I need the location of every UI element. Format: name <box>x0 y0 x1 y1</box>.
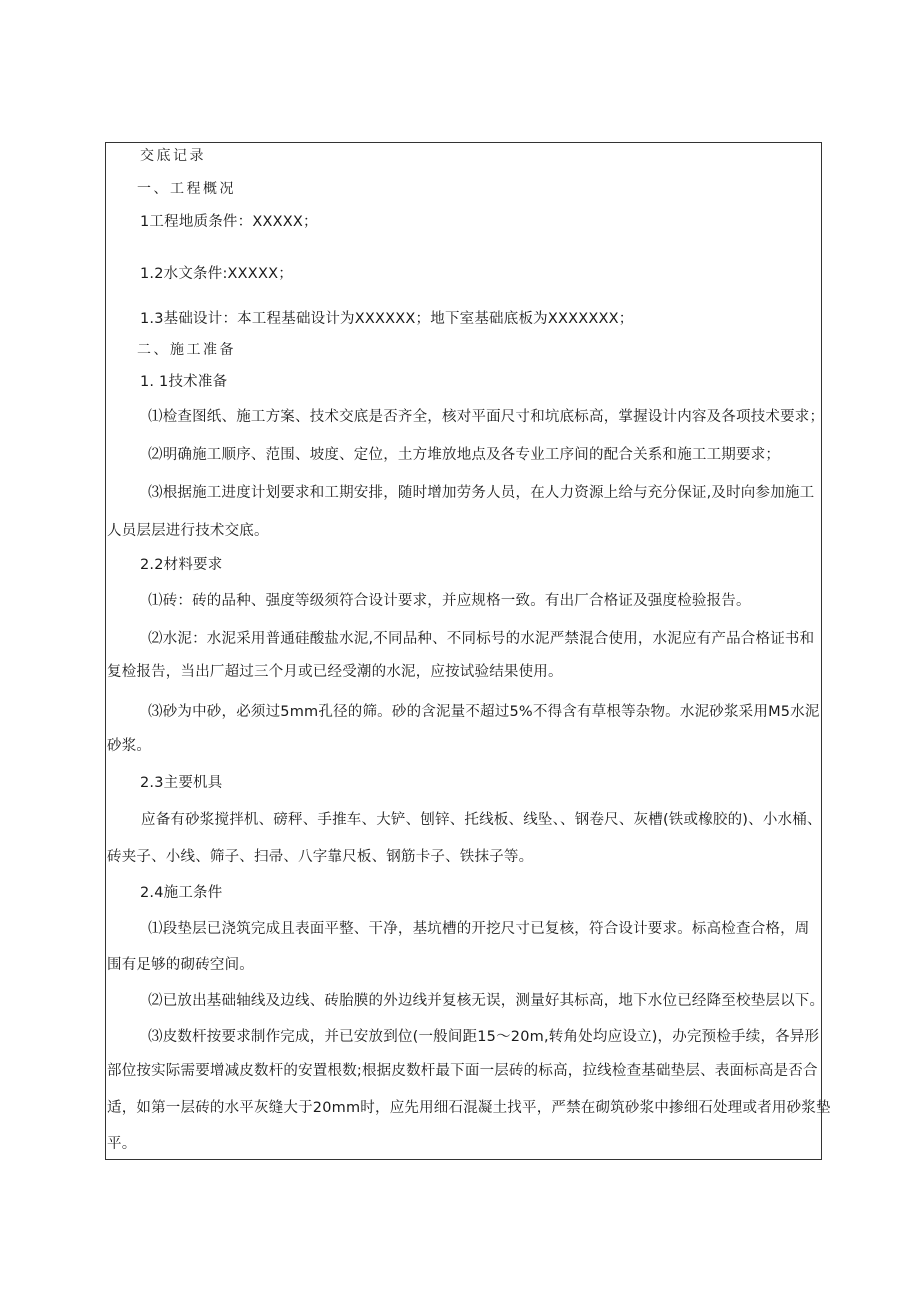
paragraph-line: ⑴段垫层已浇筑完成且表面平整、干净，基坑槽的开挖尺寸已复核，符合设计要求。标高检查合格，周 <box>148 921 810 937</box>
overview-item-geology: 1工程地质条件：XXXXX； <box>140 214 318 230</box>
paragraph-line: ⑵已放出基础轴线及边线、砖胎膜的外边线并复核无误，测量好其标高，地下水位已经降至校垫层以下。 <box>148 993 825 1009</box>
section-heading-overview: 一、工程概况 <box>137 181 236 197</box>
paragraph-line: ⑴砖：砖的品种、强度等级须符合设计要求，并应规格一致。有出厂合格证及强度检验报告。 <box>148 593 751 609</box>
overview-item-foundation: 1.3基础设计：本工程基础设计为XXXXXX；地下室基础底板为XXXXXXX； <box>140 311 634 327</box>
paragraph-line: 复检报告，当出厂超过三个月或已经受潮的水泥，应按试验结果使用。 <box>107 664 563 680</box>
paragraph-line: ⑴检查图纸、施工方案、技术交底是否齐全，核对平面尺寸和坑底标高，掌握设计内容及各项技术要求； <box>148 409 825 425</box>
overview-item-hydrology: 1.2水文条件:XXXXX； <box>140 266 293 282</box>
paragraph-line: 人员层层进行技术交底。 <box>107 523 269 539</box>
paragraph-line: 平。 <box>107 1136 137 1152</box>
paragraph-line: 应备有砂浆搅拌机、磅秤、手推车、大铲、刨锌、托线板、线坠、、钢卷尺、灰槽(铁或橡胶的)、小水桶、 <box>141 812 822 828</box>
paragraph-line: 砖夹子、小线、筛子、扫帚、八字靠尺板、钢筋卡子、铁抹子等。 <box>107 849 534 865</box>
subheading-tools: 2.3主要机具 <box>140 775 223 791</box>
paragraph-line: 砂浆。 <box>107 738 152 754</box>
paragraph-line: 部位按实际需要增减皮数杆的安置根数;根据皮数杆最下面一层砖的标高，拉线检查基础垫层、表面标高是否合 <box>107 1063 818 1079</box>
subheading-materials: 2.2材料要求 <box>140 557 223 573</box>
section-heading-preparation: 二、施工准备 <box>137 342 236 358</box>
paragraph-line: ⑵明确施工顺序、范围、坡度、定位，土方堆放地点及各专业工序间的配合关系和施工工期要求； <box>148 447 781 463</box>
paragraph-line: ⑶皮数杆按要求制作完成，并已安放到位(一般间距15〜20m,转角处均应设立)，办完预检手续，各异形 <box>148 1029 820 1045</box>
paragraph-line: 适，如第一层砖的水平灰缝大于20mm时，应先用细石混凝土找平，严禁在砌筑砂浆中掺细石处理或者用砂浆垫 <box>107 1100 831 1116</box>
subheading-technical-prep: 1. 1技术准备 <box>140 374 228 390</box>
paragraph-line: ⑶砂为中砂，必须过5mm孔径的筛。砂的含泥量不超过5%不得含有草根等杂物。水泥砂浆采用M5水泥 <box>148 704 820 720</box>
paragraph-line: 围有足够的砌砖空间。 <box>107 957 254 973</box>
record-title: 交底记录 <box>140 148 206 164</box>
paragraph-line: ⑶根据施工进度计划要求和工期安排，随时增加劳务人员，在人力资源上给与充分保证,及时向参加施工 <box>148 485 815 501</box>
paragraph-line: ⑵水泥：水泥采用普通硅酸盐水泥,不同品种、不同标号的水泥严禁混合使用，水泥应有产品合格证书和 <box>148 631 815 647</box>
subheading-conditions: 2.4施工条件 <box>140 885 223 901</box>
